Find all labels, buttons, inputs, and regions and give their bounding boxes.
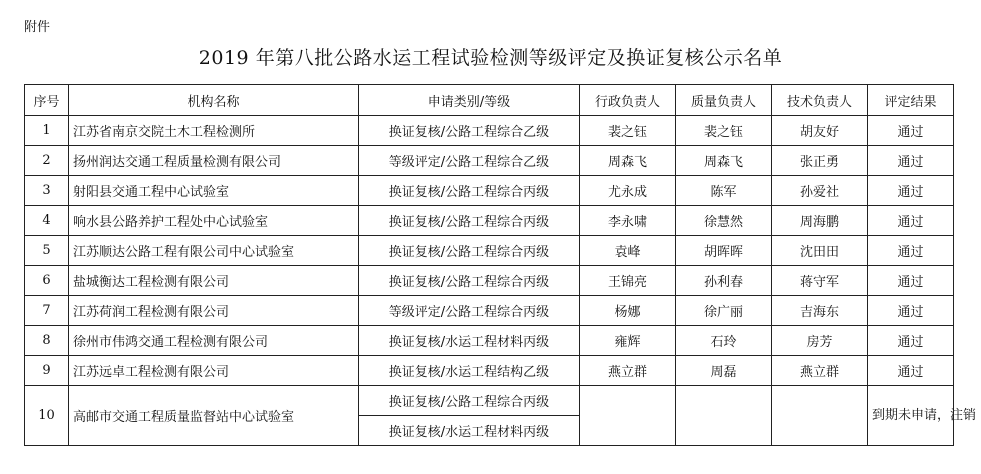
cell-result: 通过 — [868, 206, 954, 236]
cell-org: 江苏顺达公路工程有限公司中心试验室 — [69, 236, 359, 266]
cell-org: 江苏远卓工程检测有限公司 — [69, 356, 359, 386]
table-row — [25, 236, 954, 266]
table-row — [25, 386, 954, 416]
cell-result: 通过 — [868, 236, 954, 266]
result-table — [24, 84, 977, 446]
cell-admin: 李永啸 — [580, 206, 676, 236]
cell-quality: 徐广丽 — [676, 296, 772, 326]
cell-tech: 张正勇 — [772, 146, 868, 176]
cell-org: 徐州市伟鸿交通工程检测有限公司 — [69, 326, 359, 356]
table-row — [25, 176, 954, 206]
table-row — [25, 116, 954, 146]
cell-no: 4 — [25, 206, 69, 236]
cell-tech: 吉海东 — [772, 296, 868, 326]
cell-no: 7 — [25, 296, 69, 326]
cell-admin: 袁峰 — [580, 236, 676, 266]
cell-admin: 周森飞 — [580, 146, 676, 176]
cell-category: 换证复核/公路工程综合丙级 — [359, 236, 580, 266]
cell-category: 等级评定/公路工程综合乙级 — [359, 146, 580, 176]
cell-tech: 孙爱社 — [772, 176, 868, 206]
cell-category: 换证复核/公路工程综合丙级 — [359, 206, 580, 236]
cell-tech: 沈田田 — [772, 236, 868, 266]
cell-result: 通过 — [868, 326, 954, 356]
cell-admin: 王锦亮 — [580, 266, 676, 296]
cell-org: 盐城衡达工程检测有限公司 — [69, 266, 359, 296]
cell-admin: 杨娜 — [580, 296, 676, 326]
cell-org: 高邮市交通工程质量监督站中心试验室 — [69, 386, 359, 446]
cell-tech: 胡友好 — [772, 116, 868, 146]
table-header-row — [25, 85, 954, 116]
cell-result: 通过 — [868, 266, 954, 296]
cell-no: 6 — [25, 266, 69, 296]
cell-admin: 裴之钰 — [580, 116, 676, 146]
cell-result: 到期未申请，注销 — [868, 386, 954, 446]
cell-org: 江苏荷润工程检测有限公司 — [69, 296, 359, 326]
cell-result: 通过 — [868, 146, 954, 176]
cell-admin: 尤永成 — [580, 176, 676, 206]
table-row — [25, 326, 954, 356]
column-header-no: 序号 — [25, 85, 69, 116]
cell-category: 换证复核/水运工程材料丙级 — [359, 326, 580, 356]
cell-no: 9 — [25, 356, 69, 386]
cell-no: 10 — [25, 386, 69, 446]
column-header-admin: 行政负责人 — [580, 85, 676, 116]
cell-tech — [772, 386, 868, 446]
cell-category: 换证复核/水运工程材料丙级 — [359, 416, 580, 446]
cell-tech: 房芳 — [772, 326, 868, 356]
table-row — [25, 356, 954, 386]
attachment-label: 附件 — [24, 20, 51, 35]
cell-category: 等级评定/公路工程综合丙级 — [359, 296, 580, 326]
column-header-org: 机构名称 — [69, 85, 359, 116]
cell-quality: 胡晖晖 — [676, 236, 772, 266]
cell-quality: 裴之钰 — [676, 116, 772, 146]
table-row — [25, 206, 954, 236]
cell-quality: 孙利春 — [676, 266, 772, 296]
cell-no: 1 — [25, 116, 69, 146]
cell-category: 换证复核/公路工程综合乙级 — [359, 116, 580, 146]
cell-result: 通过 — [868, 116, 954, 146]
cell-no: 5 — [25, 236, 69, 266]
page-title: 2019 年第八批公路水运工程试验检测等级评定及换证复核公示名单 — [198, 47, 783, 69]
cell-quality: 石玲 — [676, 326, 772, 356]
column-header-result: 评定结果 — [868, 85, 954, 116]
cell-no: 3 — [25, 176, 69, 206]
cell-quality: 周森飞 — [676, 146, 772, 176]
table-row — [25, 296, 954, 326]
cell-category: 换证复核/公路工程综合丙级 — [359, 266, 580, 296]
column-header-quality: 质量负责人 — [676, 85, 772, 116]
cell-result: 通过 — [868, 356, 954, 386]
cell-org: 江苏省南京交院土木工程检测所 — [69, 116, 359, 146]
cell-no: 2 — [25, 146, 69, 176]
cell-quality: 陈军 — [676, 176, 772, 206]
cell-quality: 周磊 — [676, 356, 772, 386]
cell-category: 换证复核/公路工程综合丙级 — [359, 386, 580, 416]
column-header-category: 申请类别/等级 — [359, 85, 580, 116]
cell-admin: 雍辉 — [580, 326, 676, 356]
cell-quality: 徐慧然 — [676, 206, 772, 236]
cell-admin: 燕立群 — [580, 356, 676, 386]
table-row — [25, 146, 954, 176]
cell-quality — [676, 386, 772, 446]
cell-org: 扬州润达交通工程质量检测有限公司 — [69, 146, 359, 176]
cell-result: 通过 — [868, 176, 954, 206]
cell-category: 换证复核/水运工程结构乙级 — [359, 356, 580, 386]
cell-tech: 蒋守军 — [772, 266, 868, 296]
table-row — [25, 266, 954, 296]
cell-tech: 燕立群 — [772, 356, 868, 386]
cell-category: 换证复核/公路工程综合丙级 — [359, 176, 580, 206]
cell-org: 响水县公路养护工程处中心试验室 — [69, 206, 359, 236]
cell-result: 通过 — [868, 296, 954, 326]
column-header-tech: 技术负责人 — [772, 85, 868, 116]
cell-org: 射阳县交通工程中心试验室 — [69, 176, 359, 206]
cell-admin — [580, 386, 676, 446]
cell-no: 8 — [25, 326, 69, 356]
cell-tech: 周海鹏 — [772, 206, 868, 236]
